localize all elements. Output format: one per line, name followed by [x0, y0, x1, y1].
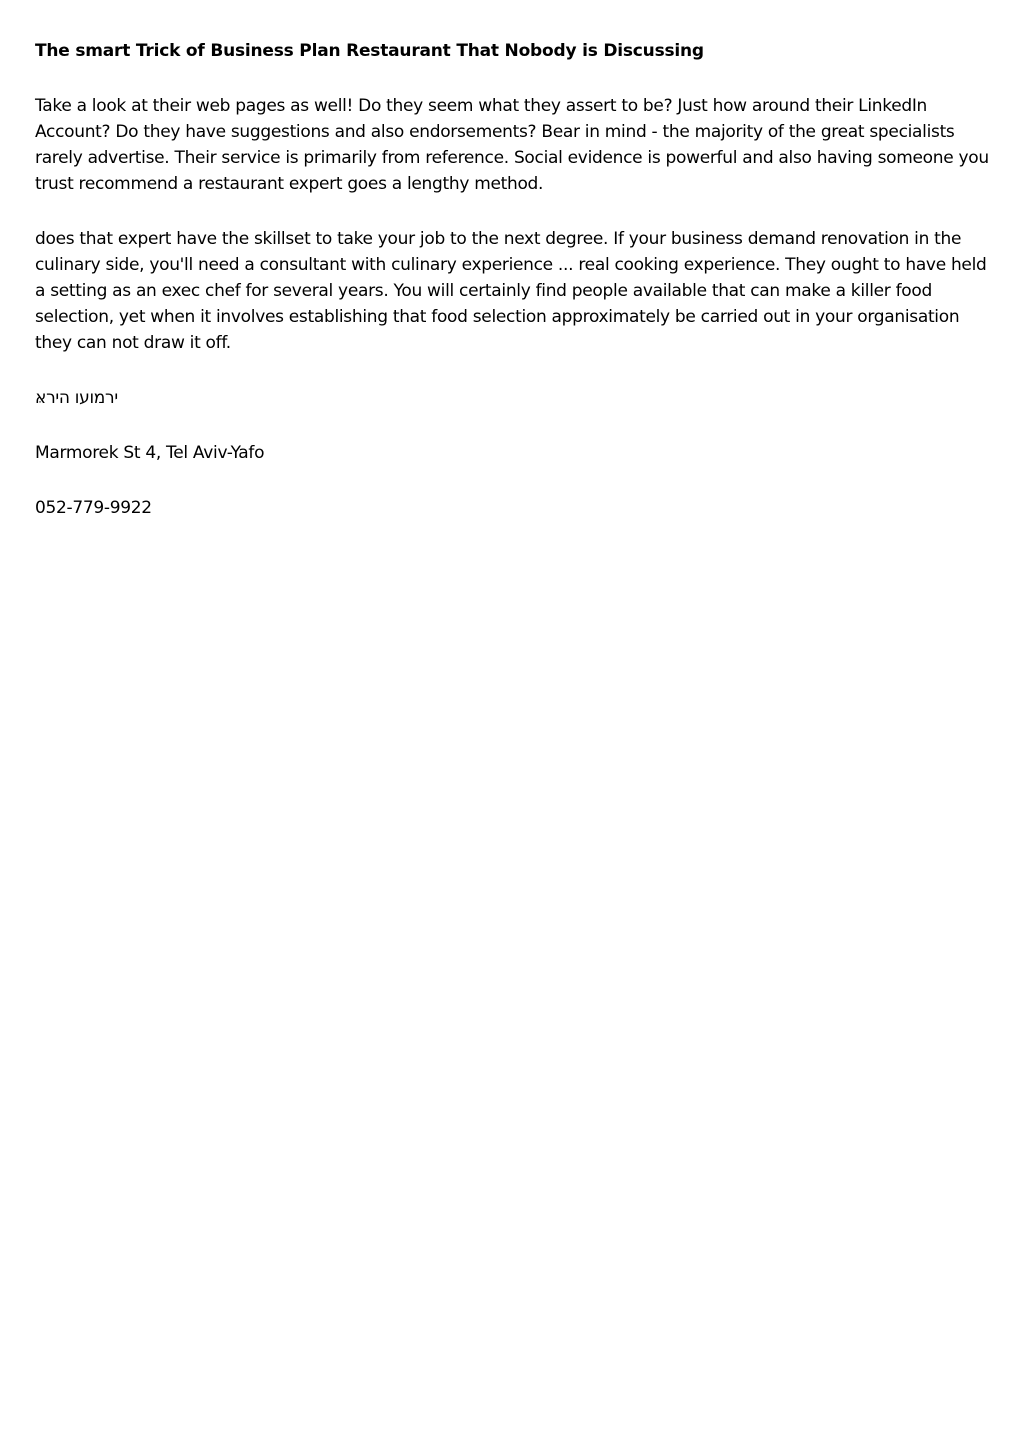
document-page [35, 38, 995, 521]
business-address: Marmorek St 4, Tel Aviv-Yafo [35, 443, 265, 463]
business-phone: 052-779-9922 [35, 498, 152, 518]
paragraph-intro: Take a look at their web pages as well! Do they seem what they assert to be? Just how around their LinkedIn Account? Do they have suggestions and also endorsements? Bear in mind - the majority of the great specialists rarely advertise. Their service is primarily from reference. Social evidence is powerful and also having someone you trust recommend a restaurant expert goes a lengthy method. [35, 96, 989, 194]
document-title: The smart Trick of Business Plan Restaurant That Nobody is Discussing [35, 41, 704, 61]
business-name: ירמועו היראּ [35, 388, 118, 408]
paragraph-expertise: does that expert have the skillset to take your job to the next degree. If your business demand renovation in the culinary side, you'll need a consultant with culinary experience ... real cooking experience. They ought to have held a setting as an exec chef for several years. You will certainly find people available that can make a killer food selection, yet when it involves establishing that food selection approximately be carried out in your organisation they can not draw it off. [35, 229, 987, 353]
